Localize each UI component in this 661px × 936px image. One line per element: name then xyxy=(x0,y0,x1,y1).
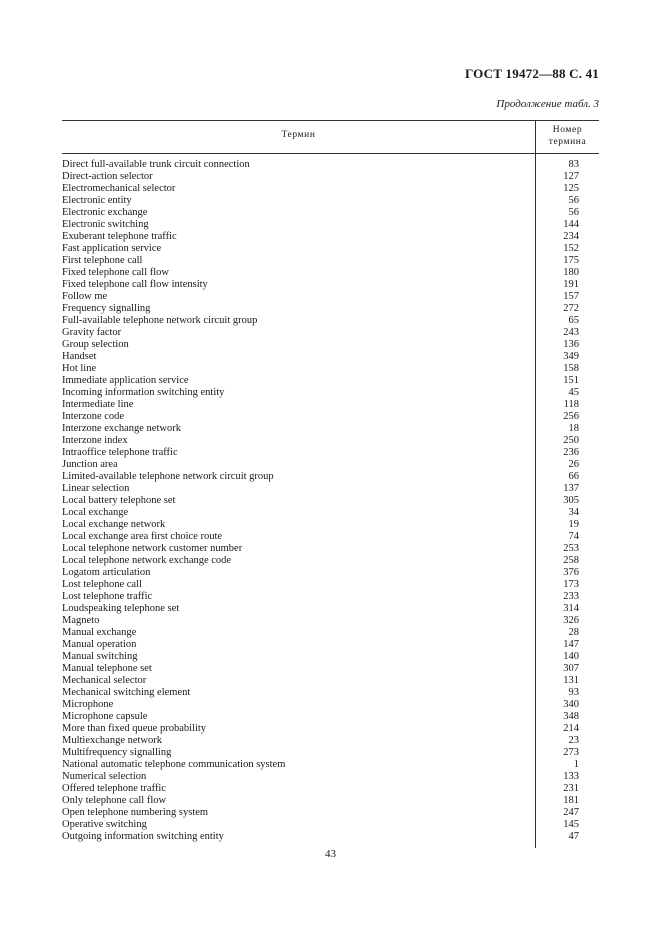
term-number-cell: 214 xyxy=(563,723,579,734)
column-header-term: Термин xyxy=(62,121,536,153)
column-header-number-line1: Номер xyxy=(552,125,583,135)
table-row xyxy=(62,171,599,183)
term-cell: Follow me xyxy=(62,291,108,302)
term-number-cell: 173 xyxy=(563,579,579,590)
term-cell: Full-available telephone network circuit group xyxy=(62,315,258,326)
term-number-cell: 349 xyxy=(563,351,579,362)
page-number: 43 xyxy=(325,848,336,860)
table-row xyxy=(62,591,599,603)
column-header-number-line2: термина xyxy=(548,137,587,147)
term-number-cell: 250 xyxy=(563,435,579,446)
term-cell: Incoming information switching entity xyxy=(62,387,225,398)
term-number-cell: 131 xyxy=(563,675,579,686)
table-row xyxy=(62,531,599,543)
table-row xyxy=(62,243,599,255)
table-row xyxy=(62,759,599,771)
term-cell: Local exchange network xyxy=(62,519,166,530)
term-number-cell: 47 xyxy=(568,831,579,842)
table-row xyxy=(62,303,599,315)
table-row xyxy=(62,483,599,495)
term-cell: First telephone call xyxy=(62,255,143,266)
table-row xyxy=(62,711,599,723)
term-number-cell: 272 xyxy=(563,303,579,314)
term-number-cell: 136 xyxy=(563,339,579,350)
term-number-cell: 175 xyxy=(563,255,579,266)
table-row xyxy=(62,723,599,735)
term-number-cell: 127 xyxy=(563,171,579,182)
term-number-cell: 23 xyxy=(568,735,579,746)
table-row xyxy=(62,615,599,627)
table-row xyxy=(62,663,599,675)
term-number-cell: 376 xyxy=(563,567,579,578)
table-row xyxy=(62,555,599,567)
term-cell: Intraoffice telephone traffic xyxy=(62,447,178,458)
term-cell: Local battery telephone set xyxy=(62,495,176,506)
term-number-cell: 1 xyxy=(573,759,579,770)
term-number-cell: 133 xyxy=(563,771,579,782)
term-cell: Limited-available telephone network circuit group xyxy=(62,471,274,482)
term-number-cell: 243 xyxy=(563,327,579,338)
term-number-cell: 66 xyxy=(568,471,579,482)
term-cell: Mechanical switching element xyxy=(62,687,191,698)
term-cell: More than fixed queue probability xyxy=(62,723,207,734)
term-cell: Electronic switching xyxy=(62,219,149,230)
term-cell: Only telephone call flow xyxy=(62,795,167,806)
term-cell: Lost telephone traffic xyxy=(62,591,153,602)
table-row xyxy=(62,351,599,363)
term-cell: Numerical selection xyxy=(62,771,147,782)
term-number-cell: 18 xyxy=(568,423,579,434)
term-cell: Electronic exchange xyxy=(62,207,148,218)
table-row xyxy=(62,279,599,291)
term-number-cell: 28 xyxy=(568,627,579,638)
term-number-cell: 340 xyxy=(563,699,579,710)
term-cell: Local telephone network customer number xyxy=(62,543,243,554)
term-number-cell: 118 xyxy=(563,399,579,410)
table-row xyxy=(62,495,599,507)
term-number-cell: 181 xyxy=(563,795,579,806)
term-number-cell: 140 xyxy=(563,651,579,662)
term-cell: Mechanical selector xyxy=(62,675,147,686)
term-cell: Microphone xyxy=(62,699,114,710)
table-row xyxy=(62,675,599,687)
term-number-cell: 236 xyxy=(563,447,579,458)
term-cell: Manual telephone set xyxy=(62,663,152,674)
term-cell: Multiexchange network xyxy=(62,735,163,746)
table-row xyxy=(62,231,599,243)
term-number-cell: 307 xyxy=(563,663,579,674)
term-number-cell: 191 xyxy=(563,279,579,290)
term-number-cell: 147 xyxy=(563,639,579,650)
table-row xyxy=(62,387,599,399)
column-header-number xyxy=(536,121,599,153)
table-row xyxy=(62,159,599,171)
term-cell: Electromechanical selector xyxy=(62,183,176,194)
term-cell: Logatom articulation xyxy=(62,567,151,578)
term-cell: Immediate application service xyxy=(62,375,189,386)
table-row xyxy=(62,807,599,819)
term-cell: Interzone exchange network xyxy=(62,423,181,434)
table-row xyxy=(62,423,599,435)
term-number-cell: 145 xyxy=(563,819,579,830)
term-cell: Group selection xyxy=(62,339,129,350)
table-row xyxy=(62,747,599,759)
term-number-cell: 83 xyxy=(568,159,579,170)
table-row xyxy=(62,783,599,795)
term-number-cell: 305 xyxy=(563,495,579,506)
term-number-cell: 56 xyxy=(568,195,579,206)
term-number-cell: 151 xyxy=(563,375,579,386)
table-row xyxy=(62,207,599,219)
table-row xyxy=(62,195,599,207)
table-row xyxy=(62,471,599,483)
term-cell: Handset xyxy=(62,351,97,362)
term-number-cell: 314 xyxy=(563,603,579,614)
term-cell: Microphone capsule xyxy=(62,711,148,722)
term-cell: Magneto xyxy=(62,615,100,626)
term-cell: Offered telephone traffic xyxy=(62,783,166,794)
term-number-cell: 256 xyxy=(563,411,579,422)
table-row xyxy=(62,579,599,591)
terms-index-table xyxy=(62,120,599,843)
term-number-cell: 273 xyxy=(563,747,579,758)
table-row xyxy=(62,507,599,519)
term-number-cell: 180 xyxy=(563,267,579,278)
table-row xyxy=(62,183,599,195)
table-continuation-note: Продолжение табл. 3 xyxy=(496,98,599,110)
term-cell: Multifrequency signalling xyxy=(62,747,172,758)
term-number-cell: 158 xyxy=(563,363,579,374)
term-number-cell: 45 xyxy=(568,387,579,398)
table-row xyxy=(62,459,599,471)
term-number-cell: 231 xyxy=(563,783,579,794)
term-cell: Direct-action selector xyxy=(62,171,153,182)
table-row xyxy=(62,567,599,579)
document-reference: ГОСТ 19472—88 С. 41 xyxy=(465,66,599,81)
term-number-cell: 348 xyxy=(563,711,579,722)
table-row xyxy=(62,219,599,231)
table-row xyxy=(62,447,599,459)
table-row xyxy=(62,819,599,831)
table-row xyxy=(62,699,599,711)
table-row xyxy=(62,315,599,327)
term-number-cell: 326 xyxy=(563,615,579,626)
table-row xyxy=(62,267,599,279)
term-cell: Fixed telephone call flow intensity xyxy=(62,279,208,290)
table-row xyxy=(62,831,599,843)
term-cell: Junction area xyxy=(62,459,118,470)
table-row xyxy=(62,399,599,411)
table-body xyxy=(62,159,599,843)
term-cell: Local exchange xyxy=(62,507,129,518)
term-cell: Manual exchange xyxy=(62,627,137,638)
table-row xyxy=(62,735,599,747)
term-number-cell: 258 xyxy=(563,555,579,566)
term-cell: Interzone code xyxy=(62,411,125,422)
term-cell: Direct full-available trunk circuit connection xyxy=(62,159,250,170)
table-row xyxy=(62,411,599,423)
term-cell: Outgoing information switching entity xyxy=(62,831,224,842)
term-cell: Open telephone numbering system xyxy=(62,807,209,818)
term-number-cell: 34 xyxy=(568,507,579,518)
term-number-cell: 125 xyxy=(563,183,579,194)
term-cell: Interzone index xyxy=(62,435,128,446)
table-row xyxy=(62,639,599,651)
term-cell: Manual switching xyxy=(62,651,138,662)
table-row xyxy=(62,627,599,639)
term-number-cell: 56 xyxy=(568,207,579,218)
term-cell: Exuberant telephone traffic xyxy=(62,231,177,242)
table-row xyxy=(62,651,599,663)
table-row xyxy=(62,519,599,531)
table-row xyxy=(62,291,599,303)
term-cell: Loudspeaking telephone set xyxy=(62,603,180,614)
term-number-cell: 234 xyxy=(563,231,579,242)
term-cell: Fast application service xyxy=(62,243,162,254)
term-number-cell: 65 xyxy=(568,315,579,326)
term-cell: Gravity factor xyxy=(62,327,122,338)
term-cell: Local telephone network exchange code xyxy=(62,555,232,566)
table-row xyxy=(62,795,599,807)
table-row xyxy=(62,327,599,339)
term-cell: Local exchange area first choice route xyxy=(62,531,223,542)
term-cell: Fixed telephone call flow xyxy=(62,267,170,278)
table-row xyxy=(62,687,599,699)
term-number-cell: 93 xyxy=(568,687,579,698)
term-cell: Electronic entity xyxy=(62,195,132,206)
term-cell: Manual operation xyxy=(62,639,137,650)
term-cell: National automatic telephone communication system xyxy=(62,759,286,770)
term-cell: Lost telephone call xyxy=(62,579,142,590)
table-row xyxy=(62,375,599,387)
term-number-cell: 137 xyxy=(563,483,579,494)
term-number-cell: 74 xyxy=(568,531,579,542)
term-cell: Intermediate line xyxy=(62,399,134,410)
table-row xyxy=(62,771,599,783)
term-cell: Linear selection xyxy=(62,483,130,494)
table-header xyxy=(62,120,599,154)
term-number-cell: 152 xyxy=(563,243,579,254)
term-cell: Operative switching xyxy=(62,819,147,830)
table-row xyxy=(62,255,599,267)
table-row xyxy=(62,543,599,555)
term-number-cell: 247 xyxy=(563,807,579,818)
term-number-cell: 19 xyxy=(568,519,579,530)
term-number-cell: 253 xyxy=(563,543,579,554)
term-cell: Hot line xyxy=(62,363,97,374)
term-cell: Frequency signalling xyxy=(62,303,151,314)
table-row xyxy=(62,435,599,447)
term-number-cell: 144 xyxy=(563,219,579,230)
term-number-cell: 26 xyxy=(568,459,579,470)
table-row xyxy=(62,603,599,615)
term-number-cell: 233 xyxy=(563,591,579,602)
table-row xyxy=(62,363,599,375)
table-row xyxy=(62,339,599,351)
term-number-cell: 157 xyxy=(563,291,579,302)
